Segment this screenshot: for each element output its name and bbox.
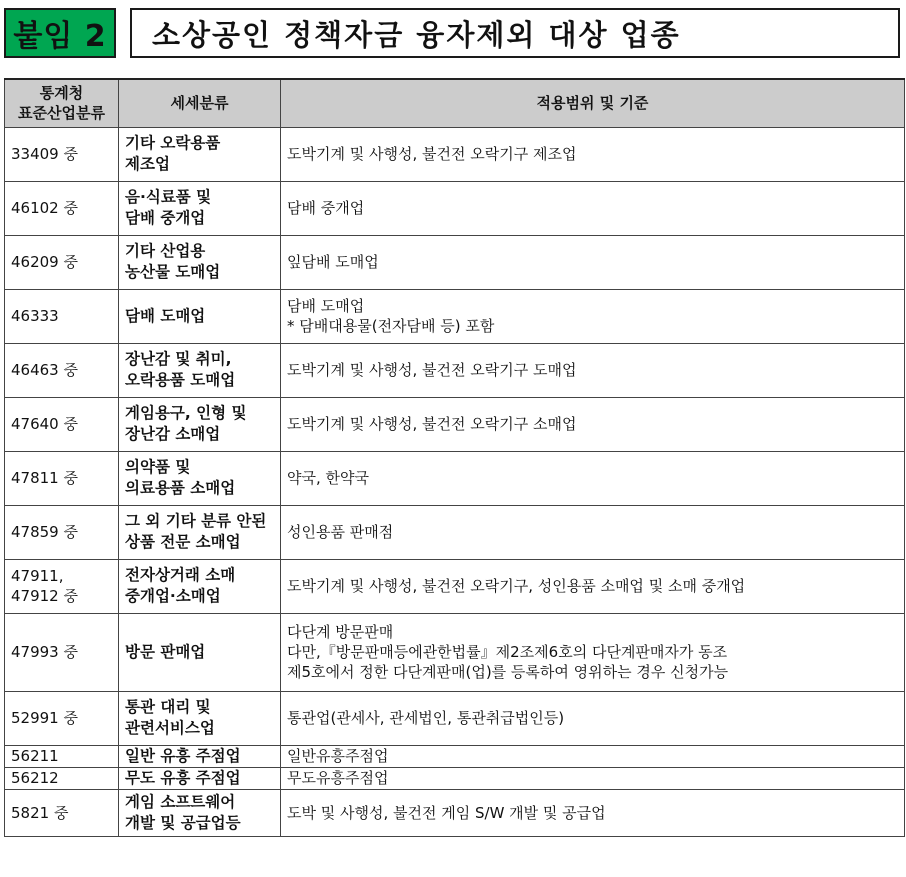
category-cell-line: 음·식료품 및 (125, 188, 212, 206)
column-header-code (5, 79, 119, 127)
table-row (5, 289, 905, 343)
industry-code-cell-line: 47640 중 (11, 415, 78, 433)
category-cell-line: 무도 유흥 주점업 (125, 768, 241, 787)
category-cell (119, 181, 281, 235)
scope-cell-line: 잎담배 도매업 (287, 253, 379, 271)
category-cell-line: 기타 산업용 (125, 242, 206, 260)
category-cell-line: 개발 및 공급업등 (125, 813, 241, 832)
column-header-category: 세세분류 (119, 79, 281, 127)
industry-code-cell-line: 47811 중 (11, 469, 78, 487)
table-row (5, 789, 905, 836)
industry-code-cell-line: 46333 (11, 307, 59, 325)
industry-code-cell-line: 5821 중 (11, 803, 69, 822)
category-cell (119, 505, 281, 559)
industry-code-cell (5, 397, 119, 451)
excluded-industries-table-wrapper (4, 78, 904, 837)
table-row (5, 181, 905, 235)
category-cell-line: 일반 유흥 주점업 (125, 746, 241, 765)
scope-cell (281, 181, 905, 235)
document-header (4, 8, 900, 60)
industry-code-cell-line: 47993 중 (11, 643, 78, 661)
category-cell-line: 제조업 (125, 155, 170, 173)
category-cell (119, 235, 281, 289)
category-cell (119, 691, 281, 745)
category-cell-line: 중개업·소매업 (125, 587, 221, 605)
attachment-badge: 붙임 2 (4, 8, 116, 58)
industry-code-cell (5, 181, 119, 235)
table-row (5, 691, 905, 745)
industry-code-cell-line: 33409 중 (11, 145, 78, 163)
category-cell-line: 오락용품 도매업 (125, 371, 236, 389)
scope-cell (281, 235, 905, 289)
category-cell (119, 767, 281, 789)
category-cell-line: 담배 중개업 (125, 209, 206, 227)
table-body (5, 127, 905, 836)
column-header-code-line: 표준산업분류 (18, 104, 105, 123)
scope-cell-line: 제5호에서 정한 다단계판매(업)를 등록하여 영위하는 경우 신청가능 (287, 663, 729, 681)
industry-code-cell (5, 289, 119, 343)
scope-cell-line: 도박기계 및 사행성, 불건전 오락기구 제조업 (287, 145, 577, 163)
category-cell-line: 전자상거래 소매 (125, 566, 236, 584)
industry-code-cell-line: 46102 중 (11, 199, 78, 217)
document-title: 소상공인 정책자금 융자제외 대상 업종 (130, 8, 900, 58)
scope-cell-line: 약국, 한약국 (287, 469, 369, 487)
category-cell (119, 451, 281, 505)
scope-cell (281, 559, 905, 613)
scope-cell (281, 127, 905, 181)
category-cell (119, 789, 281, 836)
table-row (5, 767, 905, 789)
industry-code-cell (5, 235, 119, 289)
category-cell-line: 의약품 및 (125, 458, 191, 476)
scope-cell-line: 도박 및 사행성, 불건전 게임 S/W 개발 및 공급업 (287, 803, 606, 822)
industry-code-cell (5, 691, 119, 745)
category-cell-line: 방문 판매업 (125, 642, 206, 661)
scope-cell-line: 무도유흥주점업 (287, 769, 389, 787)
industry-code-cell (5, 745, 119, 767)
scope-cell-line: 도박기계 및 사행성, 불건전 오락기구 도매업 (287, 361, 577, 379)
category-cell (119, 289, 281, 343)
industry-code-cell-line: 47911, (11, 567, 64, 585)
industry-code-cell (5, 613, 119, 691)
category-cell-line: 게임 소프트웨어 (125, 792, 236, 811)
excluded-industries-table (4, 78, 905, 837)
table-row (5, 559, 905, 613)
scope-cell-line: 성인용품 판매점 (287, 523, 394, 541)
table-row (5, 613, 905, 691)
scope-cell-line: 다단계 방문판매 (287, 623, 394, 641)
industry-code-cell-line: 56212 (11, 769, 59, 787)
table-header-row (5, 79, 905, 127)
scope-cell (281, 745, 905, 767)
scope-cell (281, 789, 905, 836)
category-cell (119, 127, 281, 181)
industry-code-cell (5, 789, 119, 836)
category-cell-line: 상품 전문 소매업 (125, 533, 241, 551)
category-cell-line: 관련서비스업 (125, 719, 215, 737)
category-cell-line: 농산물 도매업 (125, 263, 221, 281)
industry-code-cell-line: 46209 중 (11, 253, 78, 271)
table-row (5, 343, 905, 397)
scope-cell-line: 도박기계 및 사행성, 불건전 오락기구, 성인용품 소매업 및 소매 중개업 (287, 577, 746, 595)
category-cell-line: 통관 대리 및 (125, 698, 211, 716)
scope-cell-line: 다만,『방문판매등에관한법률』제2조제6호의 다단계판매자가 동조 (287, 643, 728, 661)
category-cell (119, 613, 281, 691)
table-row (5, 235, 905, 289)
table-row (5, 127, 905, 181)
scope-cell (281, 289, 905, 343)
scope-cell-line: * 담배대용물(전자담배 등) 포함 (287, 317, 495, 335)
scope-cell-line: 도박기계 및 사행성, 불건전 오락기구 소매업 (287, 415, 577, 433)
category-cell-line: 담배 도매업 (125, 306, 206, 325)
scope-cell-line: 일반유흥주점업 (287, 747, 389, 765)
industry-code-cell (5, 505, 119, 559)
scope-cell (281, 613, 905, 691)
industry-code-cell-line: 52991 중 (11, 709, 78, 727)
scope-cell (281, 451, 905, 505)
column-header-code-line: 통계청 (39, 84, 84, 103)
industry-code-cell (5, 127, 119, 181)
category-cell-line: 기타 오락용품 (125, 134, 221, 152)
category-cell-line: 게임용구, 인형 및 (125, 404, 247, 422)
industry-code-cell-line: 56211 (11, 747, 59, 765)
scope-cell-line: 통관업(관세사, 관세법인, 통관취급법인등) (287, 709, 565, 727)
industry-code-cell-line: 47859 중 (11, 523, 78, 541)
scope-cell (281, 343, 905, 397)
scope-cell (281, 505, 905, 559)
scope-cell (281, 397, 905, 451)
category-cell-line: 장난감 소매업 (125, 425, 221, 443)
scope-cell (281, 767, 905, 789)
table-row (5, 451, 905, 505)
category-cell-line: 의료용품 소매업 (125, 479, 236, 497)
scope-cell-line: 담배 중개업 (287, 199, 365, 217)
category-cell (119, 559, 281, 613)
table-row (5, 397, 905, 451)
industry-code-cell (5, 559, 119, 613)
scope-cell (281, 691, 905, 745)
category-cell-line: 장난감 및 취미, (125, 350, 232, 368)
industry-code-cell (5, 767, 119, 789)
table-row (5, 745, 905, 767)
column-header-scope: 적용범위 및 기준 (281, 79, 905, 127)
category-cell-line: 그 외 기타 분류 안된 (125, 512, 267, 530)
category-cell (119, 745, 281, 767)
scope-cell-line: 담배 도매업 (287, 297, 365, 315)
industry-code-cell-line: 47912 중 (11, 587, 78, 605)
category-cell (119, 343, 281, 397)
category-cell (119, 397, 281, 451)
industry-code-cell (5, 343, 119, 397)
industry-code-cell (5, 451, 119, 505)
table-row (5, 505, 905, 559)
industry-code-cell-line: 46463 중 (11, 361, 78, 379)
